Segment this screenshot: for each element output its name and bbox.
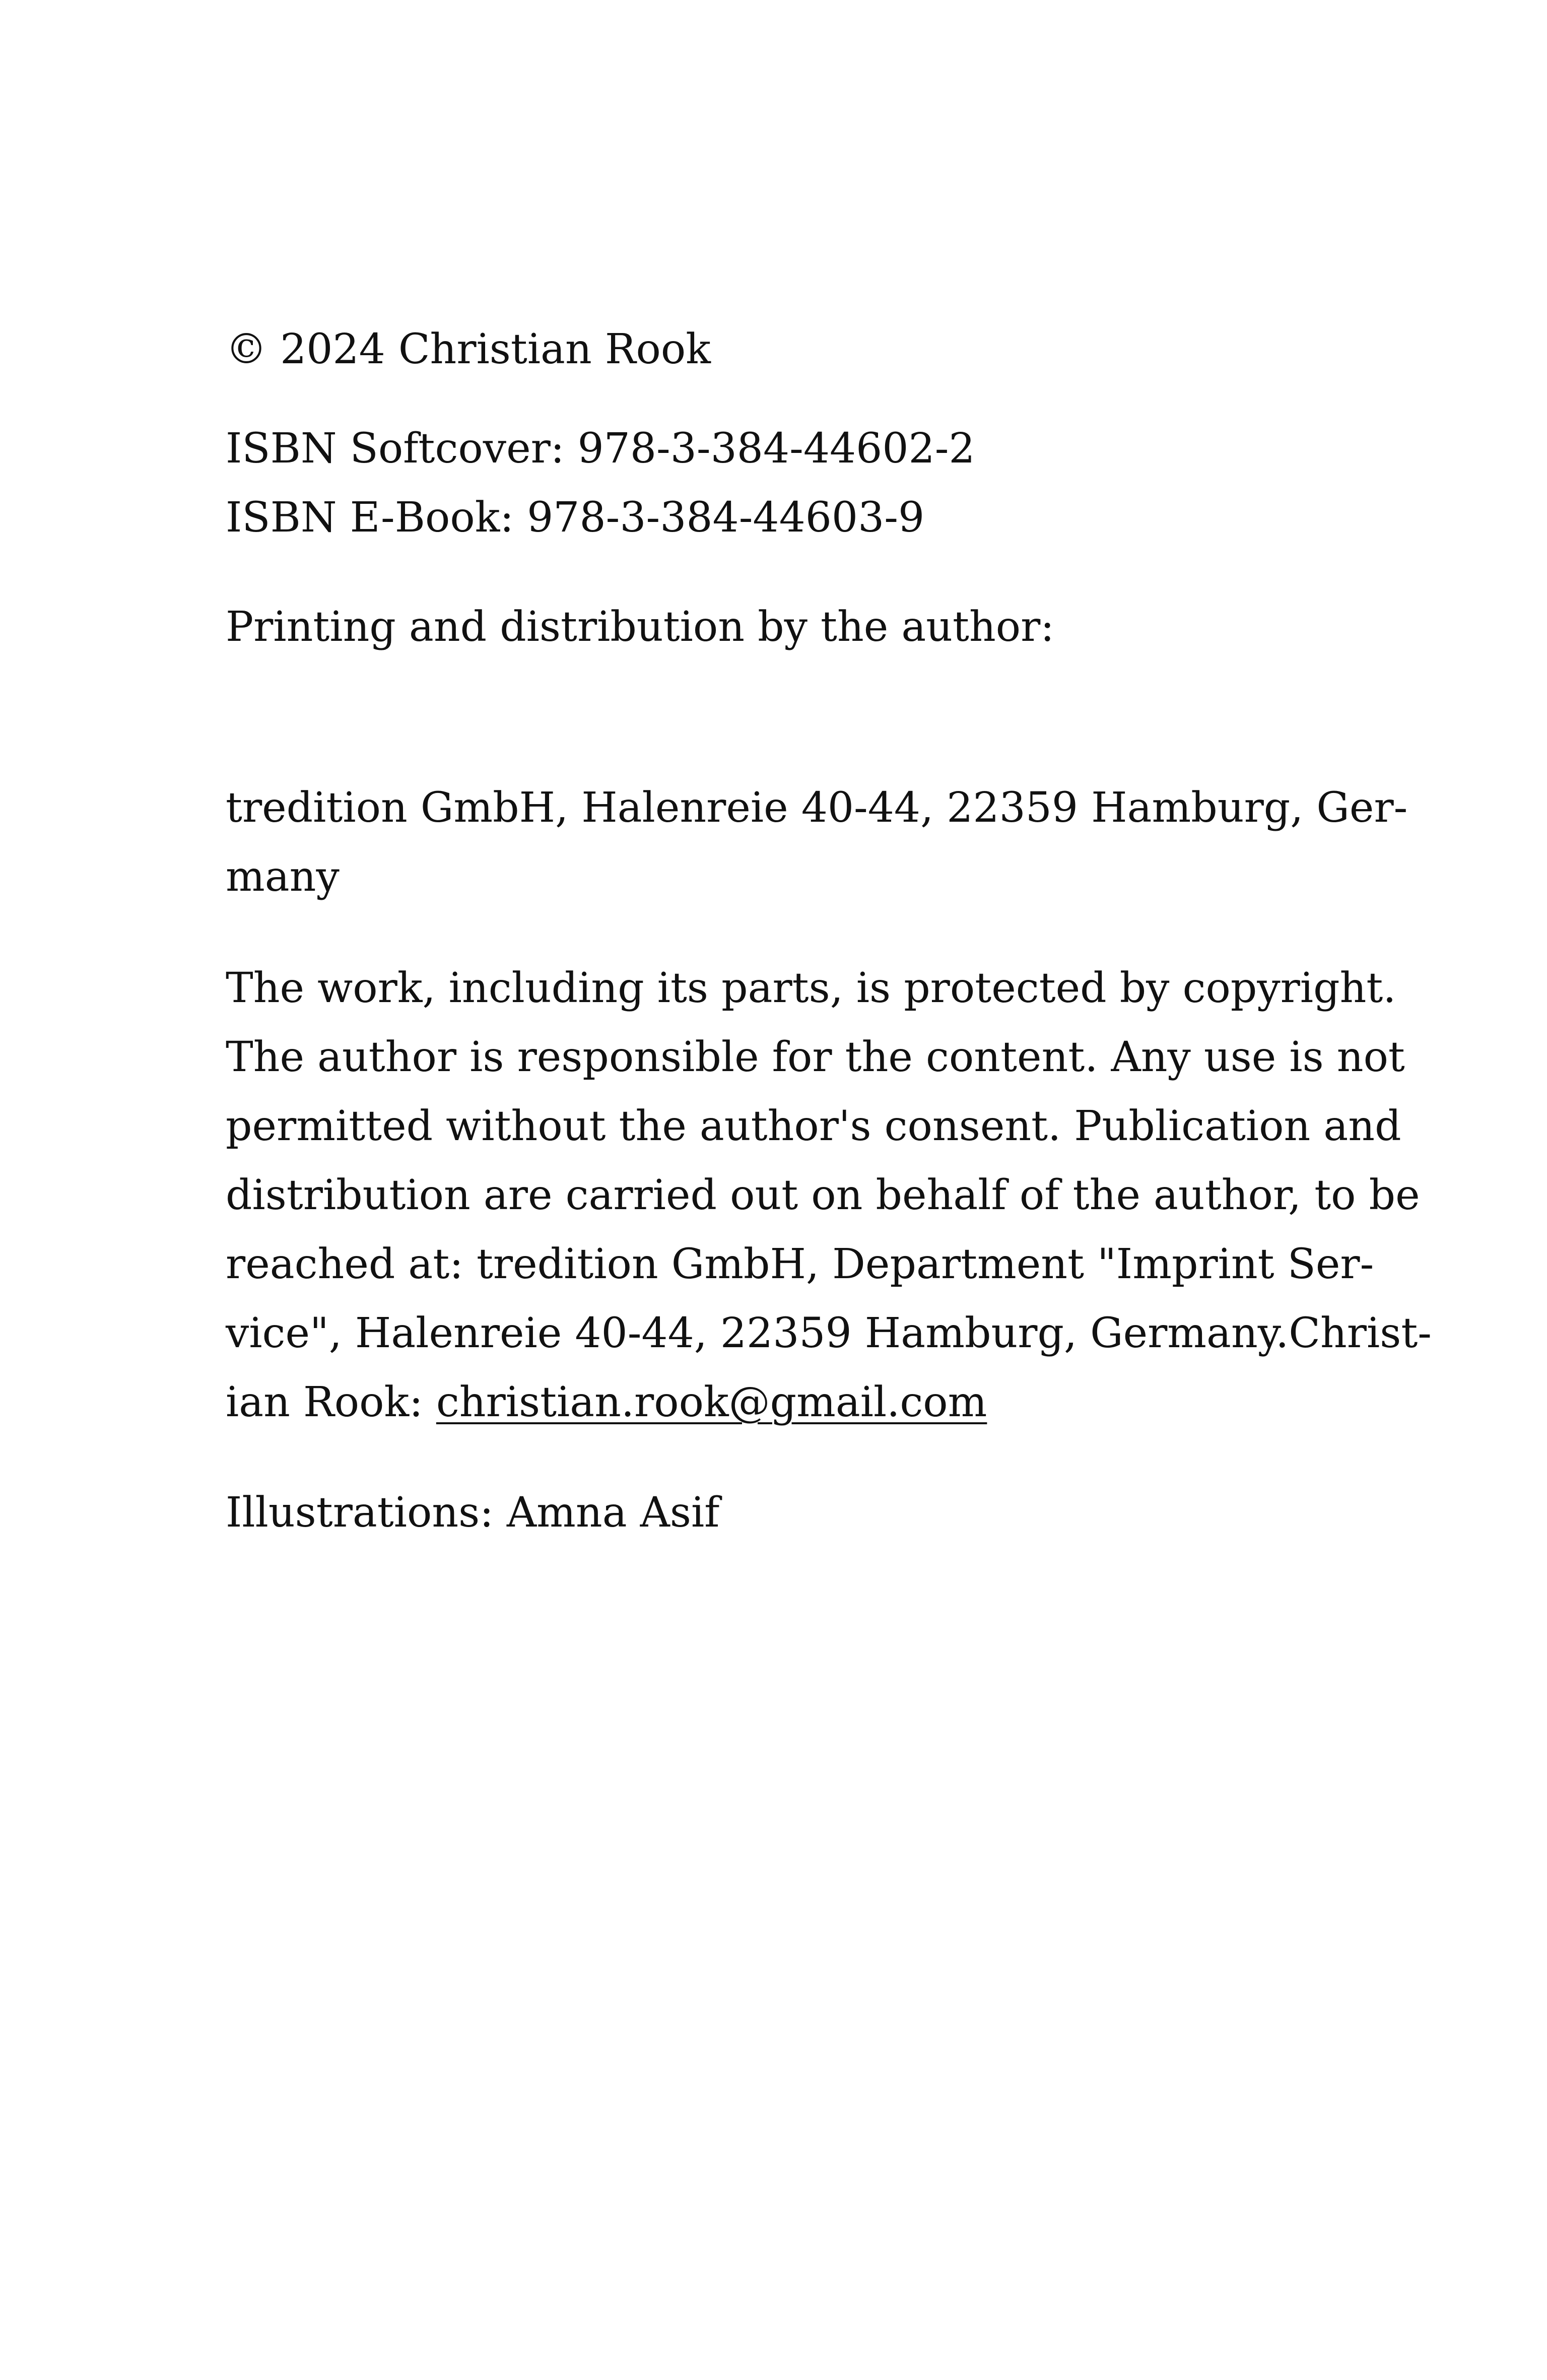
legal-notice-line: The author is responsible for the content. Any use is not xyxy=(226,1033,1405,1081)
copyright-line: © 2024 Christian Rook xyxy=(226,325,711,373)
author-email-link[interactable]: christian.rook@gmail.com xyxy=(436,1378,987,1426)
printing-note xyxy=(226,592,1324,662)
isbn-ebook: ISBN E-Book: 978-3-384-44603-9 xyxy=(226,494,925,542)
illustrations-credit xyxy=(226,1478,1324,1547)
publisher-address xyxy=(226,773,1408,911)
legal-notice-line: reached at: tredition GmbH, Department "Imprint Ser- xyxy=(226,1240,1374,1288)
legal-notice-last-line xyxy=(226,1368,1324,1437)
isbn-block xyxy=(226,414,1324,552)
publisher-address-line: many xyxy=(226,853,340,901)
printing-note-text: Printing and distribution by the author: xyxy=(226,603,1055,651)
copyright-notice xyxy=(226,315,1324,384)
contact-prefix: ian Rook: xyxy=(226,1378,436,1426)
publisher-address-line: tredition GmbH, Halenreie 40-44, 22359 Hamburg, Ger- xyxy=(226,784,1408,832)
legal-notice-line: distribution are carried out on behalf of the author, to be xyxy=(226,1171,1420,1219)
legal-notice xyxy=(226,954,1432,1437)
illustrations-credit-text: Illustrations: Amna Asif xyxy=(226,1489,720,1537)
legal-notice-line: permitted without the author's consent. Publication and xyxy=(226,1102,1401,1150)
legal-notice-line: The work, including its parts, is protected by copyright. xyxy=(226,964,1396,1012)
legal-notice-line: vice", Halenreie 40-44, 22359 Hamburg, Germany.Christ- xyxy=(226,1309,1432,1357)
isbn-softcover: ISBN Softcover: 978-3-384-44602-2 xyxy=(226,425,975,473)
